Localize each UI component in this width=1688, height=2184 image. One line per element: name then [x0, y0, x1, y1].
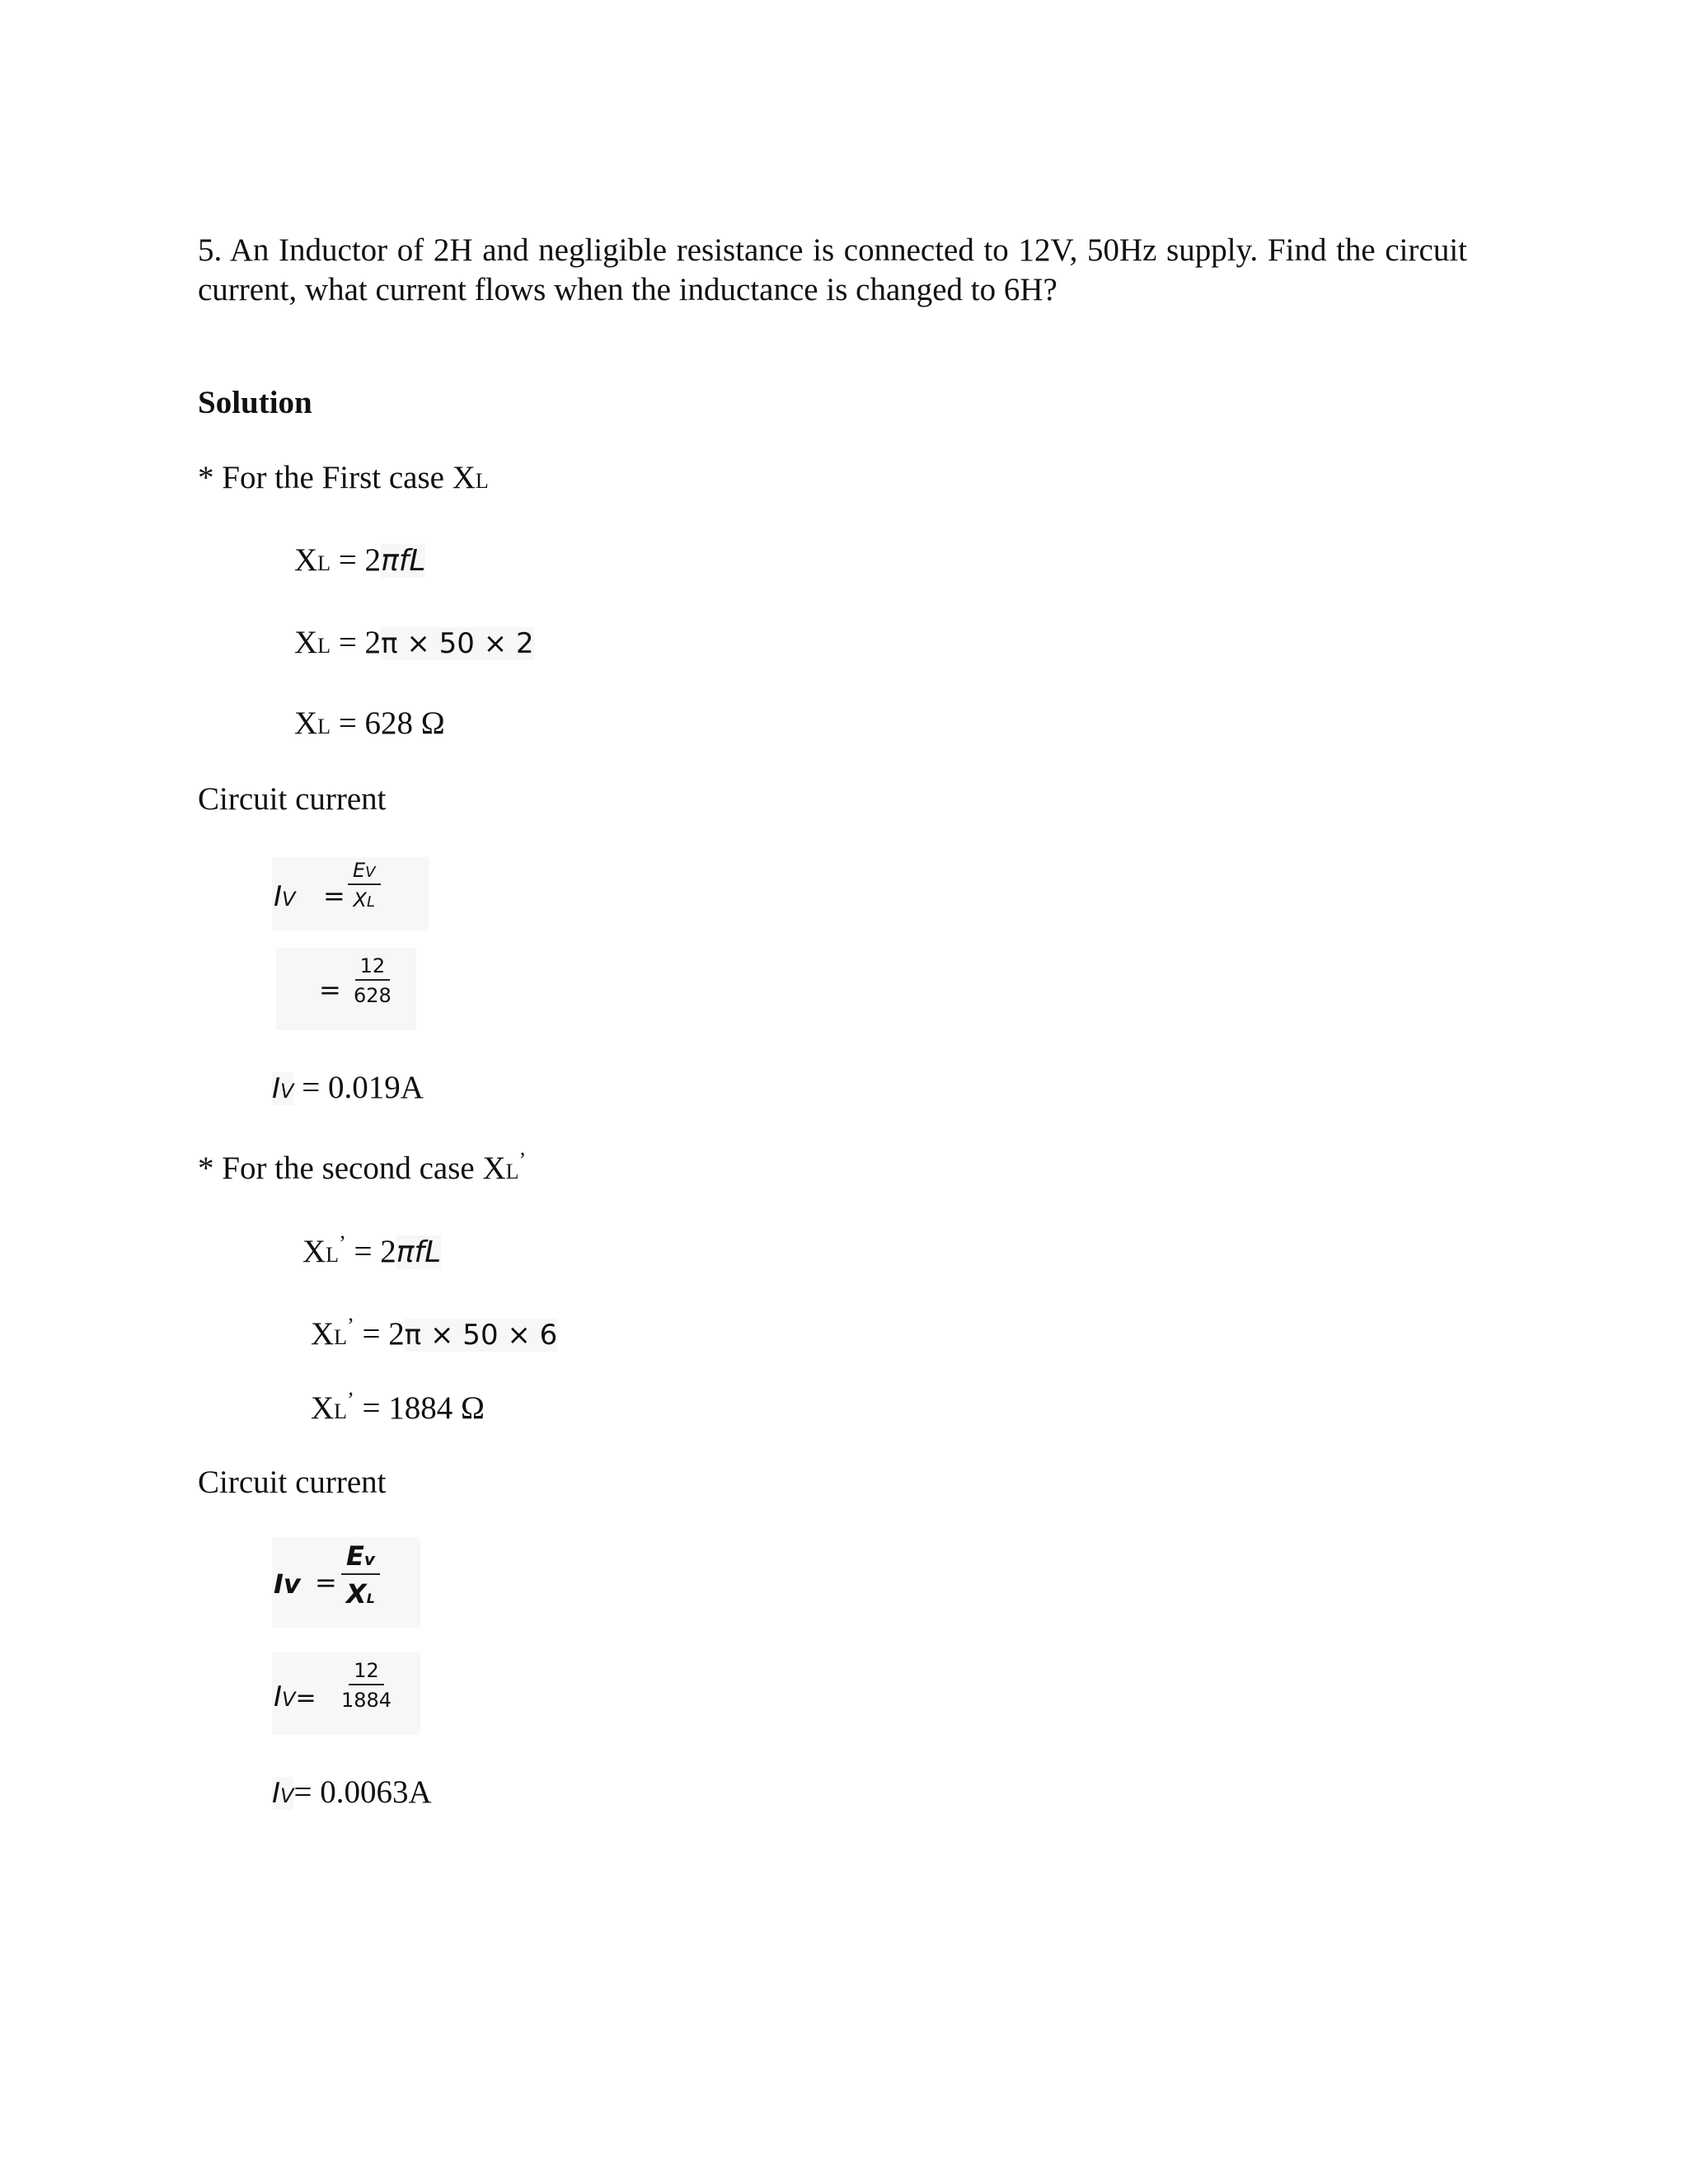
pi-f-l: πfL: [396, 1235, 442, 1269]
xl-value: = 628 Ω: [331, 705, 445, 741]
equals-two: = 2: [354, 1316, 405, 1352]
xl-symbol: X: [294, 705, 318, 741]
prime-mark: ’: [518, 1148, 527, 1172]
iv-symbol: [272, 1777, 293, 1810]
x-sub: L: [366, 893, 375, 911]
xl-symbol: X: [311, 1316, 335, 1352]
case1-intro: [198, 459, 489, 498]
iv-sub: V: [282, 1688, 296, 1711]
substituted-values: π × 50 × 2: [381, 627, 534, 660]
xl-symbol: X: [311, 1390, 335, 1426]
case1-current-result: [272, 1069, 424, 1108]
fraction-numerator: 12: [355, 954, 391, 981]
prime-mark: ’: [339, 1231, 346, 1255]
case1-intro-text: * For the First case X: [198, 460, 476, 495]
xl-symbol: X: [294, 625, 318, 660]
case1-intro-sub: L: [475, 469, 489, 493]
case2-intro-sub: L: [505, 1160, 519, 1183]
case2-current-formula: [272, 1537, 420, 1628]
case2-current-substitution: [272, 1652, 420, 1735]
xl-sub: L: [334, 1399, 348, 1423]
fraction-numerator: [348, 859, 381, 885]
pi-f-l: πfL: [381, 544, 426, 578]
xl-sub: L: [317, 715, 331, 738]
case1-current-formula: [272, 857, 429, 931]
fraction-denominator: [349, 885, 380, 912]
current-value: = 0.0063A: [293, 1774, 432, 1810]
case2-equation-result: [311, 1387, 485, 1428]
xl-sub: L: [317, 551, 331, 575]
twelve-over-628-fraction: [349, 954, 396, 1007]
equals-two: = 2: [331, 625, 382, 660]
xl-symbol: X: [302, 1234, 326, 1269]
equals-sign: =: [323, 880, 345, 912]
case2-intro-text: * For the second case X: [198, 1151, 506, 1186]
fraction-numerator: [341, 1540, 380, 1575]
fraction-denominator: 1884: [341, 1689, 392, 1712]
case1-current-substitution: [276, 948, 416, 1030]
equals-two: = 2: [331, 542, 382, 578]
xl-sub: L: [326, 1243, 340, 1267]
e-sub: V: [365, 864, 376, 881]
iv-symbol: [272, 1072, 293, 1105]
case2-equation-formula: [302, 1230, 441, 1272]
x-sub: L: [366, 1591, 375, 1606]
fraction-denominator: [341, 1575, 380, 1610]
iv-sub: V: [280, 1784, 294, 1807]
iv-symbol: [274, 880, 295, 913]
ev-over-xl-fraction: [348, 859, 381, 912]
fraction-denominator: 628: [354, 984, 392, 1007]
fraction-numerator: 12: [349, 1659, 384, 1685]
substituted-values: π × 50 × 6: [404, 1319, 558, 1352]
prime-mark: ’: [347, 1388, 354, 1412]
equals-sign: =: [315, 1567, 337, 1598]
xl-value: = 1884 Ω: [354, 1390, 485, 1426]
e-sub: v: [363, 1549, 375, 1569]
case2-current-result: [272, 1774, 432, 1812]
iv-letter: I: [272, 1072, 281, 1105]
case2-circuit-current-label: Circuit current: [198, 1465, 387, 1500]
xl-symbol: X: [294, 542, 318, 578]
equals-sign: =: [295, 1684, 316, 1713]
case2-equation-substitution: [311, 1313, 557, 1354]
x-letter: X: [353, 888, 367, 912]
ev-over-xl-fraction: [341, 1540, 380, 1610]
iv-letter: I: [274, 880, 283, 913]
case1-equation-formula: [294, 541, 425, 580]
case1-circuit-current-label: Circuit current: [198, 781, 387, 817]
case2-intro: [198, 1147, 526, 1188]
prime-mark: ’: [347, 1314, 354, 1338]
e-letter: E: [346, 1540, 364, 1572]
equals-two: = 2: [345, 1234, 396, 1269]
iv-symbol: [274, 1680, 316, 1713]
x-letter: X: [346, 1578, 367, 1610]
solution-heading: Solution: [198, 385, 312, 420]
iv-letter: I: [272, 1777, 281, 1810]
current-value: = 0.019A: [293, 1070, 424, 1105]
case1-equation-result: [294, 705, 445, 743]
xl-sub: L: [334, 1325, 348, 1349]
equals-sign: =: [319, 974, 341, 1005]
problem-statement: 5. An Inductor of 2H and negligible resistance is connected to 12V, 50Hz supply. Find the circuit current, what current flows when the inductance is changed to 6H?: [198, 232, 1467, 307]
iv-symbol: Iv: [274, 1568, 301, 1600]
xl-sub: L: [317, 634, 331, 658]
case1-equation-substitution: [294, 624, 534, 663]
iv-letter: I: [274, 1680, 283, 1713]
twelve-over-1884-fraction: [336, 1659, 396, 1712]
iv-sub: V: [282, 888, 296, 911]
e-letter: E: [353, 859, 366, 882]
iv-sub: V: [280, 1080, 294, 1103]
